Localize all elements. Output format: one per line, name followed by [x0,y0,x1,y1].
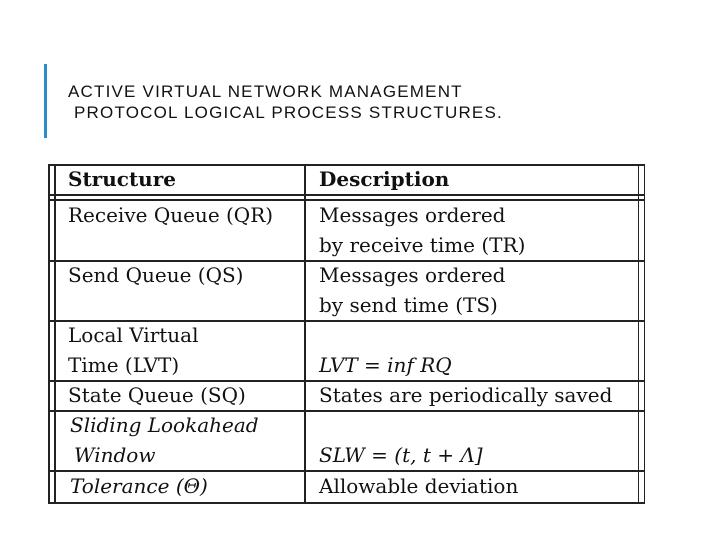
cell-description-lvt: LVT = inf RQ [319,353,452,377]
cell-structure-tolerance: Tolerance (Θ) [70,474,208,498]
table-border-left-outer [48,164,50,504]
structures-table [48,164,645,504]
table-border-left-inner [54,164,56,504]
table-border-right-outer [644,164,646,504]
cell-structure-lvt-2: Time (LVT) [68,353,180,377]
cell-description-receive-2: by receive time (TR) [319,233,526,257]
header-description: Description [319,167,450,191]
cell-structure-state-queue: State Queue (SQ) [68,383,246,407]
cell-description-tolerance: Allowable deviation [319,474,519,498]
slide-title [68,81,503,123]
table-rule-header-1 [48,194,645,196]
title-line-2: PROTOCOL LOGICAL PROCESS STRUCTURES. [74,103,503,122]
cell-structure-slw-2: Window [74,443,156,467]
cell-structure-lvt-1: Local Virtual [68,323,199,347]
cell-description-slw: SLW = (t, t + Λ] [319,443,483,467]
header-structure: Structure [68,167,176,191]
cell-structure-receive-queue: Receive Queue (QR) [68,203,274,227]
cell-description-state-queue: States are periodically saved [319,383,613,407]
table-border-right-inner [638,164,640,504]
table-rule-bottom [48,502,645,504]
accent-bar [44,64,47,138]
cell-description-receive-1: Messages ordered [319,203,506,227]
cell-description-send-2: by send time (TS) [319,293,498,317]
cell-structure-send-queue: Send Queue (QS) [68,263,244,287]
table-column-divider [304,164,306,504]
cell-structure-slw-1: Sliding Lookahead [70,413,259,437]
title-line-1: ACTIVE VIRTUAL NETWORK MANAGEMENT [68,82,463,101]
cell-description-send-1: Messages ordered [319,263,506,287]
